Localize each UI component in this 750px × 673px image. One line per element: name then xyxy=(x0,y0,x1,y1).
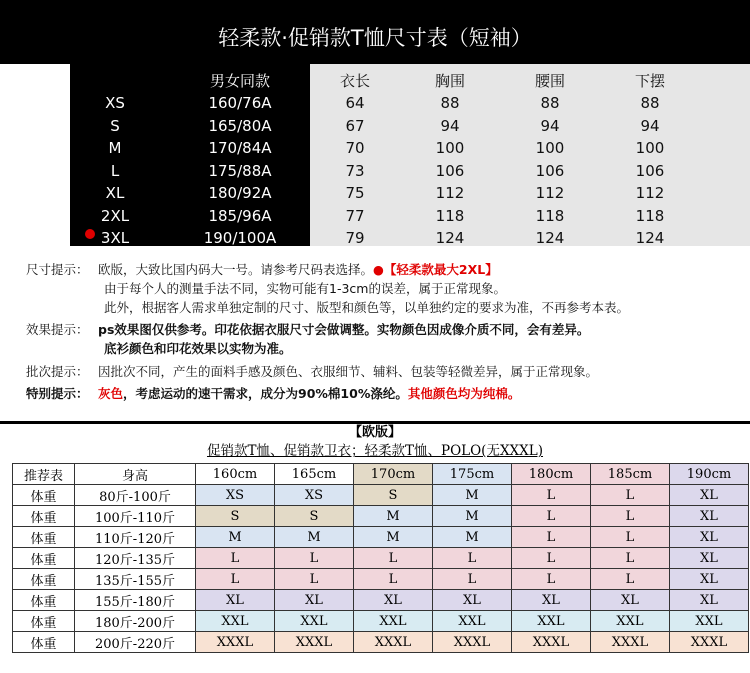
weight-cell: 155斤-180斤 xyxy=(75,590,196,611)
weight-cell: 120斤-135斤 xyxy=(75,548,196,569)
size-cell: XXXL xyxy=(354,632,433,653)
size-cell: M xyxy=(354,527,433,548)
size-cell: L xyxy=(433,569,512,590)
size-cell: L xyxy=(354,569,433,590)
size-cell: XL xyxy=(670,590,749,611)
size-cell: XL xyxy=(670,506,749,527)
size-cell: XL xyxy=(354,590,433,611)
size-table-cell: 3XL xyxy=(100,229,130,247)
size-cell: XL xyxy=(670,527,749,548)
size-cell: L xyxy=(591,485,670,506)
table-row xyxy=(13,590,749,611)
height-header-cell: 175cm xyxy=(433,464,512,485)
size-cell: S xyxy=(196,506,275,527)
size-table-cell: 112 xyxy=(635,184,665,202)
table-header-cell: 身高 xyxy=(75,464,196,485)
size-table-cell: 124 xyxy=(435,229,465,247)
size-cell: XL xyxy=(433,590,512,611)
row-label-cell: 体重 xyxy=(13,506,75,527)
size-table-cell: 88 xyxy=(440,94,460,112)
size-cell: M xyxy=(354,506,433,527)
row-label-cell: 体重 xyxy=(13,569,75,590)
table-row xyxy=(13,611,749,632)
size-table-cell: 160/76A xyxy=(208,94,272,112)
size-table-cell: 190/100A xyxy=(203,229,277,247)
table-row xyxy=(13,548,749,569)
size-table-header: 胸围 xyxy=(434,72,465,90)
size-note-red: ●【轻柔款最大2XL】 xyxy=(373,262,498,277)
size-cell: XL xyxy=(670,569,749,590)
size-table-cell: 2XL xyxy=(100,206,130,225)
size-table-cell: 70 xyxy=(345,139,365,157)
row-label-cell: 体重 xyxy=(13,611,75,632)
size-cell: XL xyxy=(196,590,275,611)
height-header-cell: 190cm xyxy=(670,464,749,485)
table-row xyxy=(13,485,749,506)
size-cell: M xyxy=(275,527,354,548)
size-note-text: 欧版，大致比国内码大一号。请参考尺码表选择。 xyxy=(98,262,374,277)
height-header-cell: 180cm xyxy=(512,464,591,485)
size-cell: XXXL xyxy=(196,632,275,653)
size-table-cell: L xyxy=(110,161,120,180)
size-table-cell: 79 xyxy=(345,229,365,247)
size-cell: XL xyxy=(275,590,354,611)
weight-cell: 135斤-155斤 xyxy=(75,569,196,590)
size-cell: L xyxy=(354,548,433,569)
size-table-cell: 185/96A xyxy=(208,206,272,225)
size-table-cell: M xyxy=(108,139,122,157)
height-header-cell: 165cm xyxy=(275,464,354,485)
height-header-cell: 185cm xyxy=(591,464,670,485)
height-header-cell: 160cm xyxy=(196,464,275,485)
effect-note-label: 效果提示： xyxy=(26,322,89,337)
weight-cell: 180斤-200斤 xyxy=(75,611,196,632)
size-table-cell: 75 xyxy=(345,184,365,202)
size-cell: XXXL xyxy=(433,632,512,653)
size-note-line2: 由于每个人的测量手法不同，实物可能有1-3cm的误差，属于正常现象。 xyxy=(104,281,506,296)
size-cell: XXXL xyxy=(591,632,670,653)
size-cell: XXL xyxy=(196,611,275,632)
size-cell: XL xyxy=(670,548,749,569)
size-table-cell: 94 xyxy=(640,116,660,135)
size-cell: L xyxy=(512,485,591,506)
size-table-cell: XL xyxy=(105,184,125,202)
size-table-cell: XS xyxy=(105,94,125,112)
table-row xyxy=(13,569,749,590)
size-cell: L xyxy=(591,527,670,548)
size-table-cell: 170/84A xyxy=(208,139,272,157)
table-header-cell: 推荐表 xyxy=(13,464,75,485)
size-table-cell: 106 xyxy=(435,161,465,180)
size-cell: XL xyxy=(512,590,591,611)
size-cell: XXXL xyxy=(670,632,749,653)
recommend-table xyxy=(12,463,749,653)
size-cell: XXL xyxy=(275,611,354,632)
row-label-cell: 体重 xyxy=(13,632,75,653)
size-table-cell: 124 xyxy=(635,229,665,247)
table-row xyxy=(13,506,749,527)
size-cell: XXXL xyxy=(275,632,354,653)
size-cell: L xyxy=(512,527,591,548)
special-note-line xyxy=(98,384,520,402)
size-table-cell: 64 xyxy=(345,94,365,112)
size-cell: L xyxy=(196,569,275,590)
size-table-cell: 165/80A xyxy=(208,116,272,135)
size-table-cell: 100 xyxy=(635,139,665,157)
size-cell: L xyxy=(591,569,670,590)
size-cell: L xyxy=(433,548,512,569)
size-cell: M xyxy=(196,527,275,548)
size-cell: M xyxy=(433,527,512,548)
batch-note-line: 因批次不同，产生的面料手感及颜色、衣服细节、辅料、包装等轻微差异，属于正常现象。 xyxy=(98,364,599,379)
size-cell: L xyxy=(275,569,354,590)
size-table-cell: 100 xyxy=(535,139,565,157)
size-cell: L xyxy=(512,506,591,527)
size-table-cell: 94 xyxy=(440,116,460,135)
size-cell: XXL xyxy=(670,611,749,632)
size-cell: XS xyxy=(196,485,275,506)
row-label-cell: 体重 xyxy=(13,485,75,506)
table-row xyxy=(13,632,749,653)
size-cell: XL xyxy=(670,485,749,506)
recommend-subtitle-text: 促销款T恤、促销款卫衣；轻柔款T恤、POLO(无XXXL) xyxy=(206,443,544,459)
size-table-cell: 106 xyxy=(535,161,565,180)
size-cell: XXL xyxy=(512,611,591,632)
row-label-cell: 体重 xyxy=(13,548,75,569)
weight-cell: 110斤-120斤 xyxy=(75,527,196,548)
size-table-cell: 106 xyxy=(635,161,665,180)
size-table-cell: 118 xyxy=(635,206,665,225)
size-cell: L xyxy=(512,569,591,590)
size-table-cell: 88 xyxy=(640,94,660,112)
size-table-cell: 112 xyxy=(435,184,465,202)
size-table-cell: S xyxy=(110,116,120,135)
size-table-cell: 77 xyxy=(345,206,365,225)
size-cell: M xyxy=(433,485,512,506)
size-cell: XXL xyxy=(591,611,670,632)
special-note-red1: 灰色 xyxy=(98,386,124,401)
size-table-cell: 100 xyxy=(435,139,465,157)
table-header-row xyxy=(13,464,749,485)
size-cell: S xyxy=(354,485,433,506)
size-cell: XXXL xyxy=(512,632,591,653)
size-table-cell: 118 xyxy=(535,206,565,225)
size-table-cell: 118 xyxy=(435,206,465,225)
size-cell: XXL xyxy=(433,611,512,632)
table-row xyxy=(13,527,749,548)
row-label-cell: 体重 xyxy=(13,590,75,611)
size-cell: L xyxy=(196,548,275,569)
page-title: 轻柔款·促销款T恤尺寸表（短袖） xyxy=(218,26,532,50)
weight-cell: 80斤-100斤 xyxy=(75,485,196,506)
size-note-label: 尺寸提示： xyxy=(26,262,89,277)
batch-note-label: 批次提示： xyxy=(26,364,89,379)
size-table-cell: 175/88A xyxy=(208,161,272,180)
size-table-header: 下摆 xyxy=(634,72,665,90)
size-cell: XL xyxy=(591,590,670,611)
size-cell: L xyxy=(275,548,354,569)
weight-cell: 100斤-110斤 xyxy=(75,506,196,527)
effect-note-line1: ps效果图仅供参考。印花依据衣服尺寸会做调整。实物颜色因成像介质不同，会有差异。 xyxy=(98,322,590,337)
size-table-cell: 124 xyxy=(535,229,565,247)
size-table-cell: 73 xyxy=(345,161,365,180)
size-cell: XXL xyxy=(354,611,433,632)
effect-note-line2: 底衫颜色和印花效果以实物为准。 xyxy=(104,341,292,356)
height-header-cell: 170cm xyxy=(354,464,433,485)
size-table-header: 衣长 xyxy=(339,72,370,90)
recommend-subtitle xyxy=(0,441,750,461)
size-cell: XS xyxy=(275,485,354,506)
size-cell: S xyxy=(275,506,354,527)
size-table-cell: 67 xyxy=(345,116,365,135)
size-table-cell: 88 xyxy=(540,94,560,112)
size-cell: L xyxy=(591,548,670,569)
size-note-line1 xyxy=(98,260,498,278)
size-note-line3: 此外，根据客人需求单独定制的尺寸、版型和颜色等，以单独约定的要求为准，不再参考本表。 xyxy=(104,300,630,315)
recommend-title: 【欧版】 xyxy=(348,425,401,440)
size-table-cell: 180/92A xyxy=(208,184,272,202)
special-note-label: 特别提示： xyxy=(26,386,89,401)
size-cell: L xyxy=(512,548,591,569)
special-note-red2: 其他颜色均为纯棉。 xyxy=(407,386,521,401)
size-cell: M xyxy=(433,506,512,527)
size-table-cell: 112 xyxy=(535,184,565,202)
size-table-header: 腰围 xyxy=(534,72,565,90)
size-table-cell: 94 xyxy=(540,116,560,135)
size-table-header: 男女同款 xyxy=(209,72,270,90)
row-label-cell: 体重 xyxy=(13,527,75,548)
special-note-mid: ，考虑运动的速干需求，成分为90%棉10%涤纶。 xyxy=(123,386,408,401)
size-cell: L xyxy=(591,506,670,527)
weight-cell: 200斤-220斤 xyxy=(75,632,196,653)
